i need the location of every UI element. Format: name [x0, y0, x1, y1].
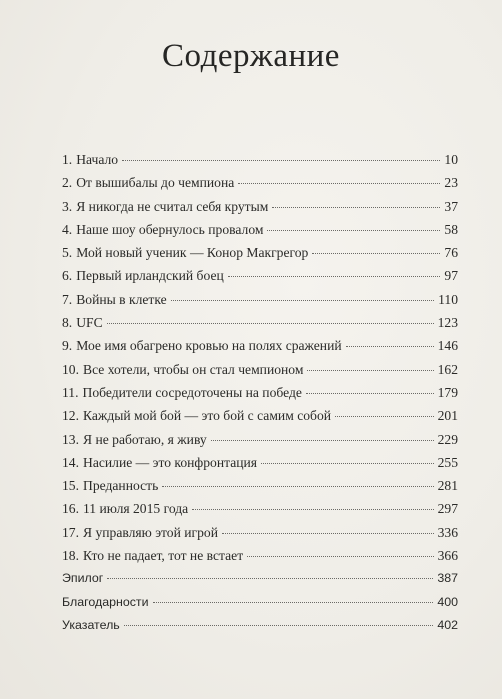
toc-entry-title: Наше шоу обернулось провалом — [76, 221, 264, 237]
toc-entry — [62, 567, 458, 590]
dot-leader — [267, 230, 440, 231]
toc-entry — [62, 614, 458, 637]
toc-entry-page-number: 297 — [437, 501, 458, 517]
toc-entry-page-number: 201 — [437, 408, 458, 424]
toc-entry-number: 12. — [62, 408, 79, 424]
toc-entry-number: 18. — [62, 548, 79, 564]
dot-leader — [153, 602, 434, 603]
toc-entry-title: Мое имя обагрено кровью на полях сражений — [76, 338, 342, 354]
toc-entry-title: Я никогда не считал себя крутым — [76, 198, 269, 214]
dot-leader — [306, 393, 434, 394]
toc-entry — [62, 218, 458, 241]
toc-entry-page-number: 110 — [438, 291, 458, 307]
toc-entry-title: Насилие — это конфронтация — [83, 454, 258, 470]
toc-entry-number: 8. — [62, 315, 73, 331]
toc-entry-number: 14. — [62, 454, 79, 470]
dot-leader — [122, 160, 440, 161]
toc-entry — [62, 497, 458, 520]
dot-leader — [238, 183, 440, 184]
toc-entry-number: 17. — [62, 524, 79, 540]
dot-leader — [228, 276, 441, 277]
dot-leader — [162, 486, 433, 487]
toc-entry-number: 6. — [62, 268, 73, 284]
dot-leader — [171, 300, 434, 301]
toc-entry — [62, 171, 458, 194]
toc-entry — [62, 148, 458, 171]
toc-entry-page-number: 162 — [437, 361, 458, 377]
toc-entry — [62, 311, 458, 334]
dot-leader — [211, 440, 434, 441]
toc-entry-title: Благодарности — [62, 594, 149, 609]
toc-entry-number: 15. — [62, 478, 79, 494]
toc-entry-page-number: 58 — [444, 221, 458, 237]
toc-entry-page-number: 37 — [444, 198, 458, 214]
toc-entry-page-number: 23 — [444, 175, 458, 191]
toc-entry-page-number: 97 — [444, 268, 458, 284]
toc-entry-number: 4. — [62, 221, 73, 237]
toc-entry-title: Все хотели, чтобы он стал чемпионом — [83, 361, 304, 377]
toc-entry-number: 1. — [62, 152, 73, 167]
toc-entry-number: 5. — [62, 245, 73, 261]
toc-entry-page-number: 402 — [437, 617, 458, 632]
toc-entry-page-number: 281 — [437, 478, 458, 494]
toc-entry — [62, 358, 458, 381]
toc-entry — [62, 428, 458, 451]
table-of-contents — [62, 148, 458, 637]
toc-entry-page-number: 229 — [437, 431, 458, 447]
dot-leader — [261, 463, 434, 464]
dot-leader — [222, 533, 434, 534]
toc-entry — [62, 195, 458, 218]
toc-entry — [62, 241, 458, 264]
toc-entry-title: Войны в клетке — [76, 291, 167, 307]
toc-entry-page-number: 400 — [437, 594, 458, 609]
dot-leader — [346, 346, 434, 347]
dot-leader — [307, 370, 433, 371]
toc-entry-title: От вышибалы до чемпиона — [76, 175, 235, 191]
toc-entry-title: Преданность — [83, 478, 159, 494]
dot-leader — [272, 207, 440, 208]
toc-entry — [62, 591, 458, 614]
toc-entry-page-number: 123 — [437, 315, 458, 331]
toc-entry-number: 11. — [62, 384, 79, 400]
toc-entry-page-number: 179 — [437, 384, 458, 400]
toc-entry-title: Мой новый ученик — Конор Макгрегор — [76, 245, 309, 261]
toc-entry — [62, 474, 458, 497]
toc-entry-number: 7. — [62, 291, 73, 307]
toc-entry-page-number: 146 — [437, 338, 458, 354]
toc-entry-page-number: 76 — [444, 245, 458, 261]
toc-entry-title: Указатель — [62, 617, 120, 632]
toc-entry-page-number: 366 — [437, 548, 458, 564]
toc-entry — [62, 264, 458, 287]
toc-entry-number: 10. — [62, 361, 79, 377]
dot-leader — [107, 578, 433, 579]
toc-entry-title: Кто не падает, тот не встает — [83, 548, 244, 564]
dot-leader — [247, 556, 433, 557]
toc-entry — [62, 544, 458, 567]
toc-entry-title: Эпилог — [62, 571, 104, 586]
dot-leader — [335, 416, 434, 417]
toc-entry — [62, 381, 458, 404]
toc-entry — [62, 521, 458, 544]
toc-entry — [62, 288, 458, 311]
toc-entry-number: 3. — [62, 198, 73, 214]
toc-entry-title: Победители сосредоточены на победе — [82, 384, 302, 400]
toc-entry-title: Я управляю этой игрой — [83, 524, 218, 540]
toc-entry-title: Первый ирландский боец — [76, 268, 224, 284]
toc-entry-title: Каждый мой бой — это бой с самим собой — [83, 408, 332, 424]
dot-leader — [107, 323, 434, 324]
page-title: Содержание — [162, 38, 340, 74]
toc-entry-number: 13. — [62, 431, 79, 447]
dot-leader — [192, 509, 433, 510]
toc-entry — [62, 334, 458, 357]
toc-entry-number: 16. — [62, 501, 79, 517]
toc-entry-number: 2. — [62, 175, 73, 191]
toc-entry-page-number: 255 — [437, 454, 458, 470]
toc-entry-title: Я не работаю, я живу — [83, 431, 207, 447]
toc-entry-page-number: 387 — [437, 571, 458, 586]
toc-entry-page-number: 336 — [437, 524, 458, 540]
toc-entry — [62, 451, 458, 474]
dot-leader — [312, 253, 440, 254]
toc-entry-number: 9. — [62, 338, 73, 354]
toc-entry-title: Начало — [76, 152, 119, 167]
toc-entry — [62, 404, 458, 427]
dot-leader — [124, 625, 434, 626]
toc-entry-title: 11 июля 2015 года — [83, 501, 189, 517]
toc-entry-page-number: 10 — [444, 152, 458, 167]
toc-entry-title: UFC — [76, 315, 103, 331]
